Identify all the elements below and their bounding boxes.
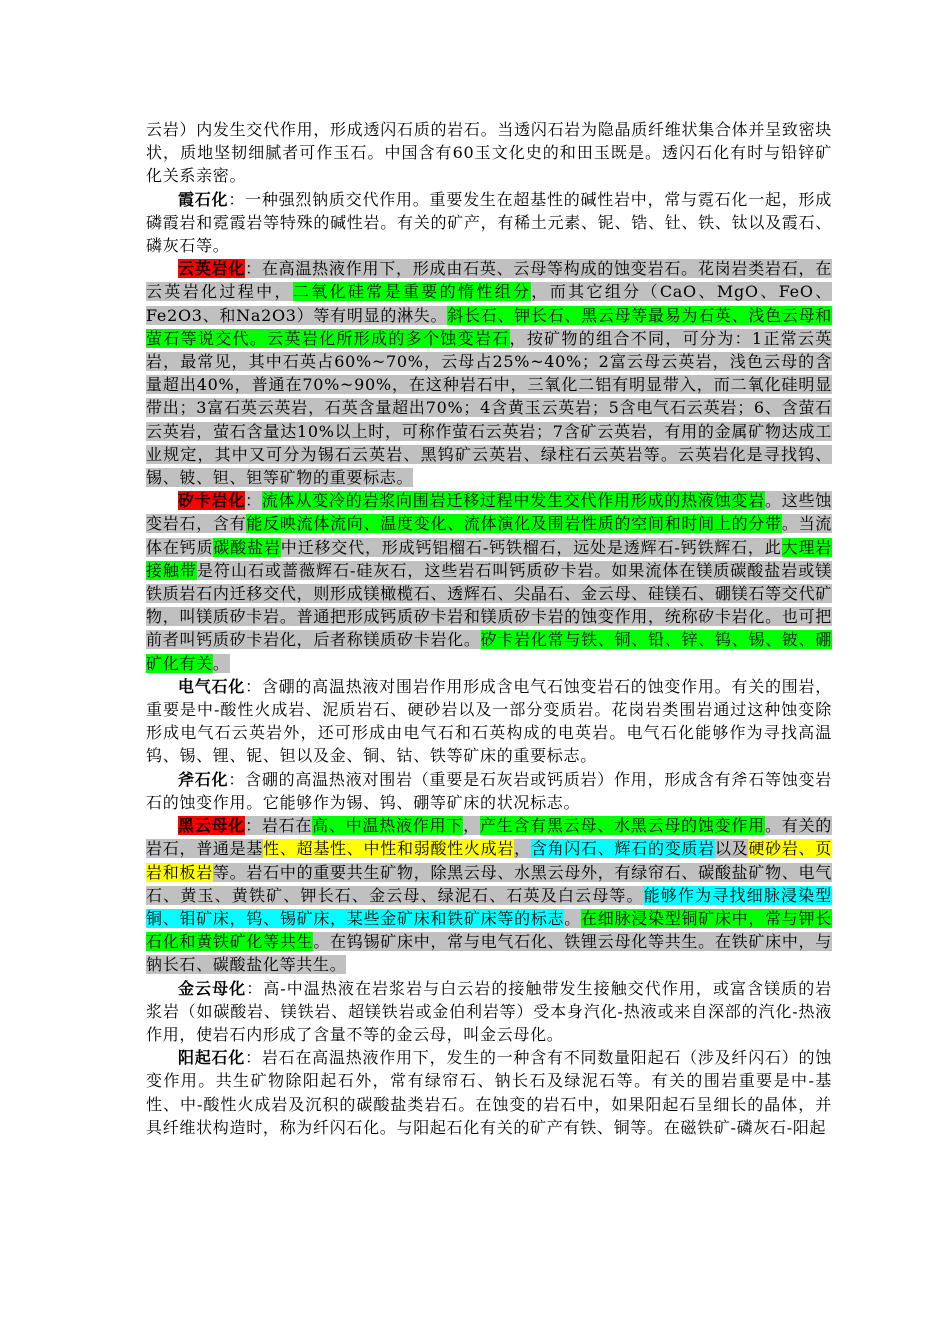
highlighted-text: 。当流体在钙质 xyxy=(146,514,833,557)
highlighted-text: 二氧化硅常是重要的惰性组分 xyxy=(292,282,532,302)
highlighted-text: ，按矿物的组合不同，可分为：1正常云英岩，最常见，其中石英占60%~70%，云母占25%~40%；2富云母云英岩，浅色云母的含量超出40%，普通在70%~90%，在这种岩石中，三氧化二铝有明显带入，而二氧化硅明显带出；3富石英云英岩，石英含量超出70%；4含黄玉云英岩；5含电气石云英岩；6、含萤石云英岩，萤石含量达10%以上时，可称作萤石云英岩；7含矿云英岩，有用的金属矿物达成工业规定，其中又可分为锡石云英岩、黑钨矿云英岩、绿柱石云英岩等。云英岩化是寻找钨、锡、铍、钽、钽等矿物的重要标志。 xyxy=(146,328,833,488)
body-text: ：岩石在高温热液作用下，发生的一种含有不同数量阳起石（涉及纤闪石）的蚀变作用。共生矿物除阳起石外，常有绿帘石、钠长石及绿泥石等。有关的围岩重要是中-基性、中-酸性火成岩及沉积的碳酸盐类岩石。在蚀变的岩石中，如果阳起石呈细长的晶体，并具纤维状构造时，称为纤闪石化。与阳起石化有关的矿产有铁、铜等。在磁铁矿-磷灰石-阳起 xyxy=(146,1048,832,1137)
highlighted-text: 流体从变冷的岩浆向围岩迁移过程中发生交代作用形成的热液蚀变岩 xyxy=(261,491,765,511)
highlighted-text: ， xyxy=(514,839,531,859)
term-heading: 斧石化 xyxy=(178,769,229,789)
highlighted-text: 大理岩接触带 xyxy=(146,537,833,580)
term-heading: 云英岩化 xyxy=(178,259,246,279)
highlighted-text: 斜长石、钾长石、黑云母等最易为石英、浅色云母和萤石等说交代。云英岩化所形成的多个蚀变岩石 xyxy=(146,305,832,348)
paragraph xyxy=(146,118,832,188)
highlighted-text: ： xyxy=(245,491,262,511)
highlighted-text: 能反映流体流向、温度变化、流体演化及围岩性质的空间和时间上的分带 xyxy=(246,514,782,534)
paragraph xyxy=(146,1046,832,1139)
highlighted-text: 。在钨锡矿床中，常与电气石化、铁锂云母化等共生。在铁矿床中，与钠长石、碳酸盐化等共生。 xyxy=(146,932,832,975)
highlighted-text: 中迁移交代，形成钙铝榴石-钙铁榴石，远处是透辉石-钙铁辉石，此 xyxy=(280,537,782,557)
term-heading: 矽卡岩化 xyxy=(178,491,246,511)
body-text: 云岩）内发生交代作用，形成透闪石质的岩石。当透闪石岩为隐晶质纤维状集合体并呈致密块状，质地坚韧细腻者可作玉石。中国含有60玉文化史的和田玉既是。透闪石化有时与铅锌矿化关系亲密。 xyxy=(146,120,832,186)
paragraph xyxy=(146,814,832,976)
body-text: ：一种强烈钠质交代作用。重要发生在超基性的碱性岩中，常与霓石化一起，形成磷霞岩和霓霞岩等特殊的碱性岩。有关的矿产，有稀土元素、铌、锆、钍、铁、钛以及霞石、磷灰石等。 xyxy=(146,189,832,256)
body-text: ：含硼的高温热液对围岩（重要是石灰岩或钙质岩）作用，形成含有斧石等蚀变岩石的蚀变作用。它能够作为锡、钨、硼等矿床的状况标志。 xyxy=(146,769,832,812)
term-heading: 霞石化 xyxy=(178,189,229,209)
term-heading: 电气石化 xyxy=(178,676,246,696)
document-body xyxy=(146,118,832,1139)
paragraph xyxy=(146,489,832,675)
highlighted-text: 矽卡岩化常与铁、铜、铅、锌、钨、锡、铍、硼矿化有关 xyxy=(146,630,832,673)
term-heading: 金云母化 xyxy=(178,978,247,998)
highlighted-text: 高、中温热液作用下 xyxy=(312,816,464,836)
highlighted-text: 。 xyxy=(564,908,582,928)
highlighted-text: 。有关的岩石，普通是基 xyxy=(146,816,832,859)
term-heading: 阳起石化 xyxy=(178,1048,246,1068)
paragraph xyxy=(146,188,832,258)
paragraph xyxy=(146,675,832,768)
highlighted-text: 能够作为寻找细脉浸染型铜、钼矿床，钨、锡矿床，某些金矿床和铁矿床等的标志 xyxy=(146,885,832,928)
highlighted-text: 等。岩石中的重要共生矿物，除黑云母、水黑云母外，有绿帘石、碳酸盐矿物、电气石、黄玉、黄铁矿、钾长石、金云母、绿泥石、石英及白云母等。 xyxy=(146,862,832,905)
highlighted-text: 以及 xyxy=(714,839,749,859)
paragraph xyxy=(146,977,832,1047)
highlighted-text: 。这些蚀变岩石，含有 xyxy=(146,491,832,534)
highlighted-text: ，而其它组分（CaO、MgO、FeO、Fe2O3、和Na2O3）等有明显的淋失。 xyxy=(146,282,832,325)
highlighted-text: ， xyxy=(463,816,480,836)
paragraph xyxy=(146,257,832,489)
highlighted-text: ：在高温热液作用下，形成由石英、云母等构成的蚀变岩石。花岗岩类岩石，在云英岩化过程中， xyxy=(146,259,832,302)
paragraph xyxy=(146,768,832,814)
highlighted-text: 碳酸盐岩 xyxy=(213,537,281,557)
highlighted-text: 含角闪石、辉石的变质岩 xyxy=(530,839,715,859)
term-heading: 黑云母化 xyxy=(178,816,246,836)
highlighted-text: 在细脉浸染型铜矿床中，常与钾长石化和黄铁矿化等共生 xyxy=(146,908,832,952)
body-text: ：高-中温热液在岩浆岩与白云岩的接触带发生接触交代作用，或富含镁质的岩浆岩（如碳酸岩、镁铁岩、超镁铁岩或金伯利岩等）受本身汽化-热液或来自深部的汽化-热液作用，使岩石内形成了含量不等的金云母，叫金云母化。 xyxy=(146,978,832,1044)
highlighted-text: 。 xyxy=(212,653,230,673)
highlighted-text: 硬砂岩、页岩和板岩 xyxy=(146,839,832,882)
highlighted-text: ：岩石在 xyxy=(245,816,313,836)
highlighted-text: 产生含有黑云母、水黑云母的蚀变作用 xyxy=(479,816,765,836)
body-text: ：含硼的高温热液对围岩作用形成含电气石蚀变岩石的蚀变作用。有关的围岩，重要是中-酸性火成岩、泥质岩石、硬砂岩以及一部分变质岩。花岗岩类围岩通过这种蚀变除形成电气石云英岩外，还可形成由电气石和石英构成的电英岩。电气石化能够作为寻找高温钨、锡、锂、铌、钽以及金、铜、钴、铁等矿床的重要标志。 xyxy=(146,676,832,766)
highlighted-text: 性、超基性、中性和弱酸性火成岩 xyxy=(263,839,515,859)
highlighted-text: 是符山石或蔷薇辉石-硅灰石，这些岩石叫钙质矽卡岩。如果流体在镁质碳酸盐岩或镁铁质岩石内迁移交代，则形成镁橄榄石、透辉石、尖晶石、金云母、硅镁石、硼镁石等交代矿物，叫镁质矽卡岩。普通把形成钙质矽卡岩和镁质矽卡岩的蚀变作用，统称矽卡岩化。也可把前者叫钙质矽卡岩化，后者称镁质矽卡岩化。 xyxy=(146,560,832,650)
